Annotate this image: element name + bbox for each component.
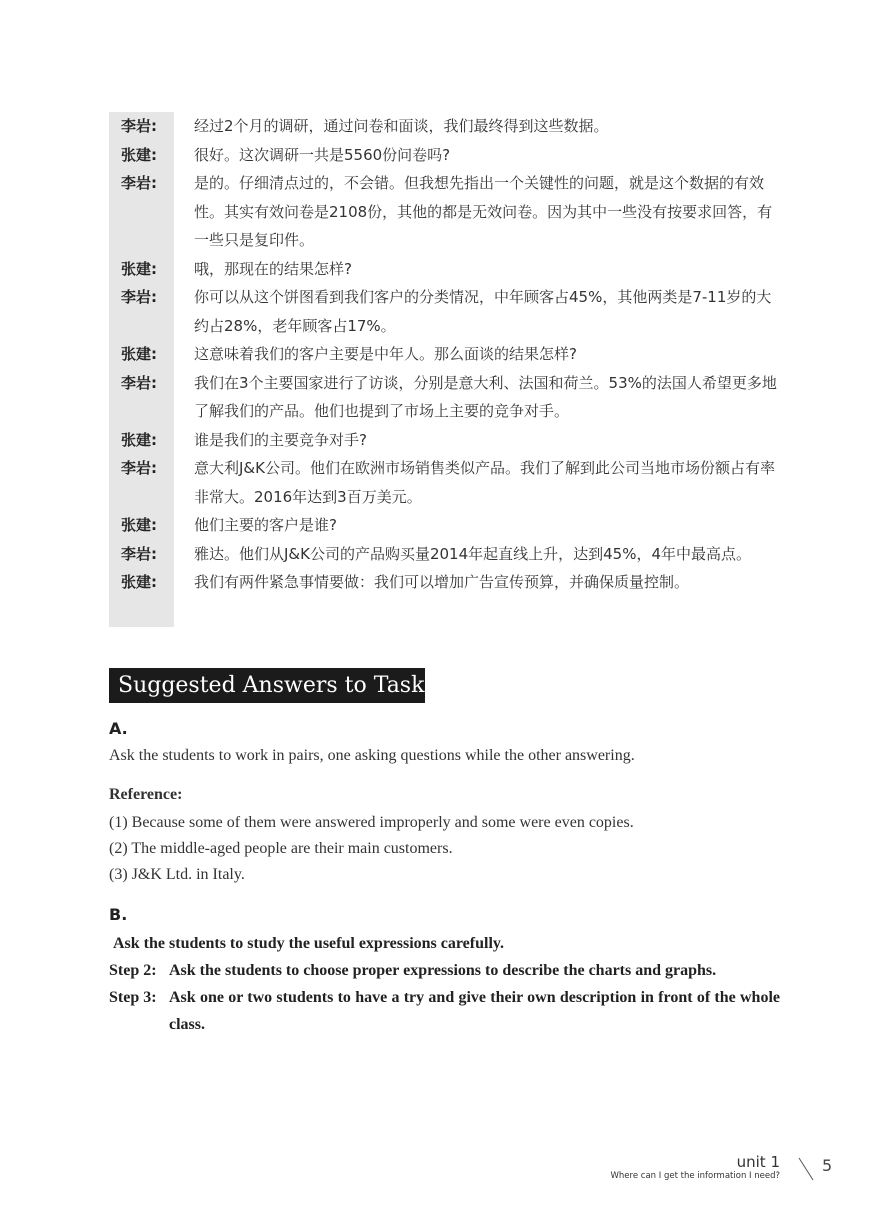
speaker-name: 张建: [121, 573, 157, 591]
utterance-text: 你可以从这个饼图看到我们客户的分类情况，中年顾客占45%，其他两类是7-11岁的大约占28%，老年顾客占17%。 [194, 288, 772, 335]
page-number: 5 [822, 1156, 833, 1175]
dialogue-line [109, 511, 789, 540]
utterance-text: 是的。仔细清点过的，不会错。但我想先指出一个关键性的问题，就是这个数据的有效性。其实有效问卷是2108份，其他的都是无效问卷。因为其中一些没有按要求回答，有一些只是复印件。 [194, 174, 773, 249]
dialogue-line [109, 340, 789, 369]
speaker-name: 李岩: [121, 174, 157, 192]
reference-item: (1) Because some of them were answered improperly and some were even copies. [109, 814, 634, 831]
footer-unit: unit 1 [736, 1153, 780, 1171]
dialogue-line [109, 568, 789, 597]
task-a-instruction: Ask the students to work in pairs, one asking questions while the other answering. [109, 747, 635, 764]
reference-list [109, 810, 789, 888]
footer-subtitle: Where can I get the information I need? [610, 1171, 780, 1181]
utterance-text: 雅达。他们从J&K公司的产品购买量2014年起直线上升，达到45%，4年中最高点。 [194, 544, 752, 563]
reference-item: (3) J&K Ltd. in Italy. [109, 866, 245, 883]
utterance-text: 谁是我们的主要竞争对手? [194, 430, 367, 449]
dialogue-line [109, 255, 789, 284]
dialogue-section [109, 112, 789, 597]
speaker-name: 李岩: [121, 459, 157, 477]
task-b-line1: Ask the students to study the useful expressions carefully. [113, 935, 505, 952]
task-a [109, 718, 789, 888]
task-b [109, 904, 789, 1038]
speaker-name: 李岩: [121, 544, 157, 563]
footer-divider [796, 1156, 816, 1182]
step-text: Ask one or two students to have a try and give their own description in front of the whole class. [169, 989, 780, 1033]
speaker-name: 张建: [121, 345, 157, 363]
speaker-name: 李岩: [121, 117, 157, 135]
step-label: Step 2: [109, 962, 157, 979]
dialogue-line [109, 540, 789, 569]
dialogue-line [109, 283, 789, 340]
speaker-name: 张建: [121, 259, 157, 278]
dialogue-line [109, 369, 789, 426]
utterance-text: 他们主要的客户是谁? [194, 516, 337, 534]
step-label: Step 3: [109, 989, 157, 1006]
dialogue-rows [109, 112, 789, 597]
utterance-text: 这意味着我们的客户主要是中年人。那么面谈的结果怎样? [194, 345, 577, 363]
utterance-text: 哦，那现在的结果怎样? [194, 259, 352, 278]
utterance-text: 很好。这次调研一共是5560份问卷吗? [194, 145, 451, 164]
speaker-name: 张建: [121, 145, 157, 164]
speaker-name: 张建: [121, 516, 157, 534]
dialogue-line [109, 454, 789, 511]
speaker-name: 李岩: [121, 288, 157, 306]
task-b-letter: B. [109, 905, 128, 924]
utterance-text: 我们在3个主要国家进行了访谈，分别是意大利、法国和荷兰。53%的法国人希望更多地了解我们的产品。他们也提到了市场上主要的竞争对手。 [194, 373, 777, 420]
dialogue-line [109, 169, 789, 255]
speaker-name: 张建: [121, 430, 157, 449]
reference-item: (2) The middle-aged people are their main customers. [109, 840, 453, 857]
step-row [109, 957, 789, 984]
speaker-name: 李岩: [121, 373, 157, 392]
dialogue-line [109, 141, 789, 170]
reference-title: Reference: [109, 786, 183, 803]
step-row [109, 984, 789, 1038]
section-title: Suggested Answers to Tasks [109, 668, 425, 703]
utterance-text: 意大利J&K公司。他们在欧洲市场销售类似产品。我们了解到此公司当地市场份额占有率非常大。2016年达到3百万美元。 [194, 459, 775, 506]
dialogue-line [109, 112, 789, 141]
utterance-text: 我们有两件紧急事情要做：我们可以增加广告宣传预算，并确保质量控制。 [194, 573, 690, 591]
utterance-text: 经过2个月的调研，通过问卷和面谈，我们最终得到这些数据。 [194, 117, 609, 135]
step-text: Ask the students to choose proper expressions to describe the charts and graphs. [169, 962, 717, 979]
dialogue-line [109, 426, 789, 455]
task-a-letter: A. [109, 719, 128, 738]
